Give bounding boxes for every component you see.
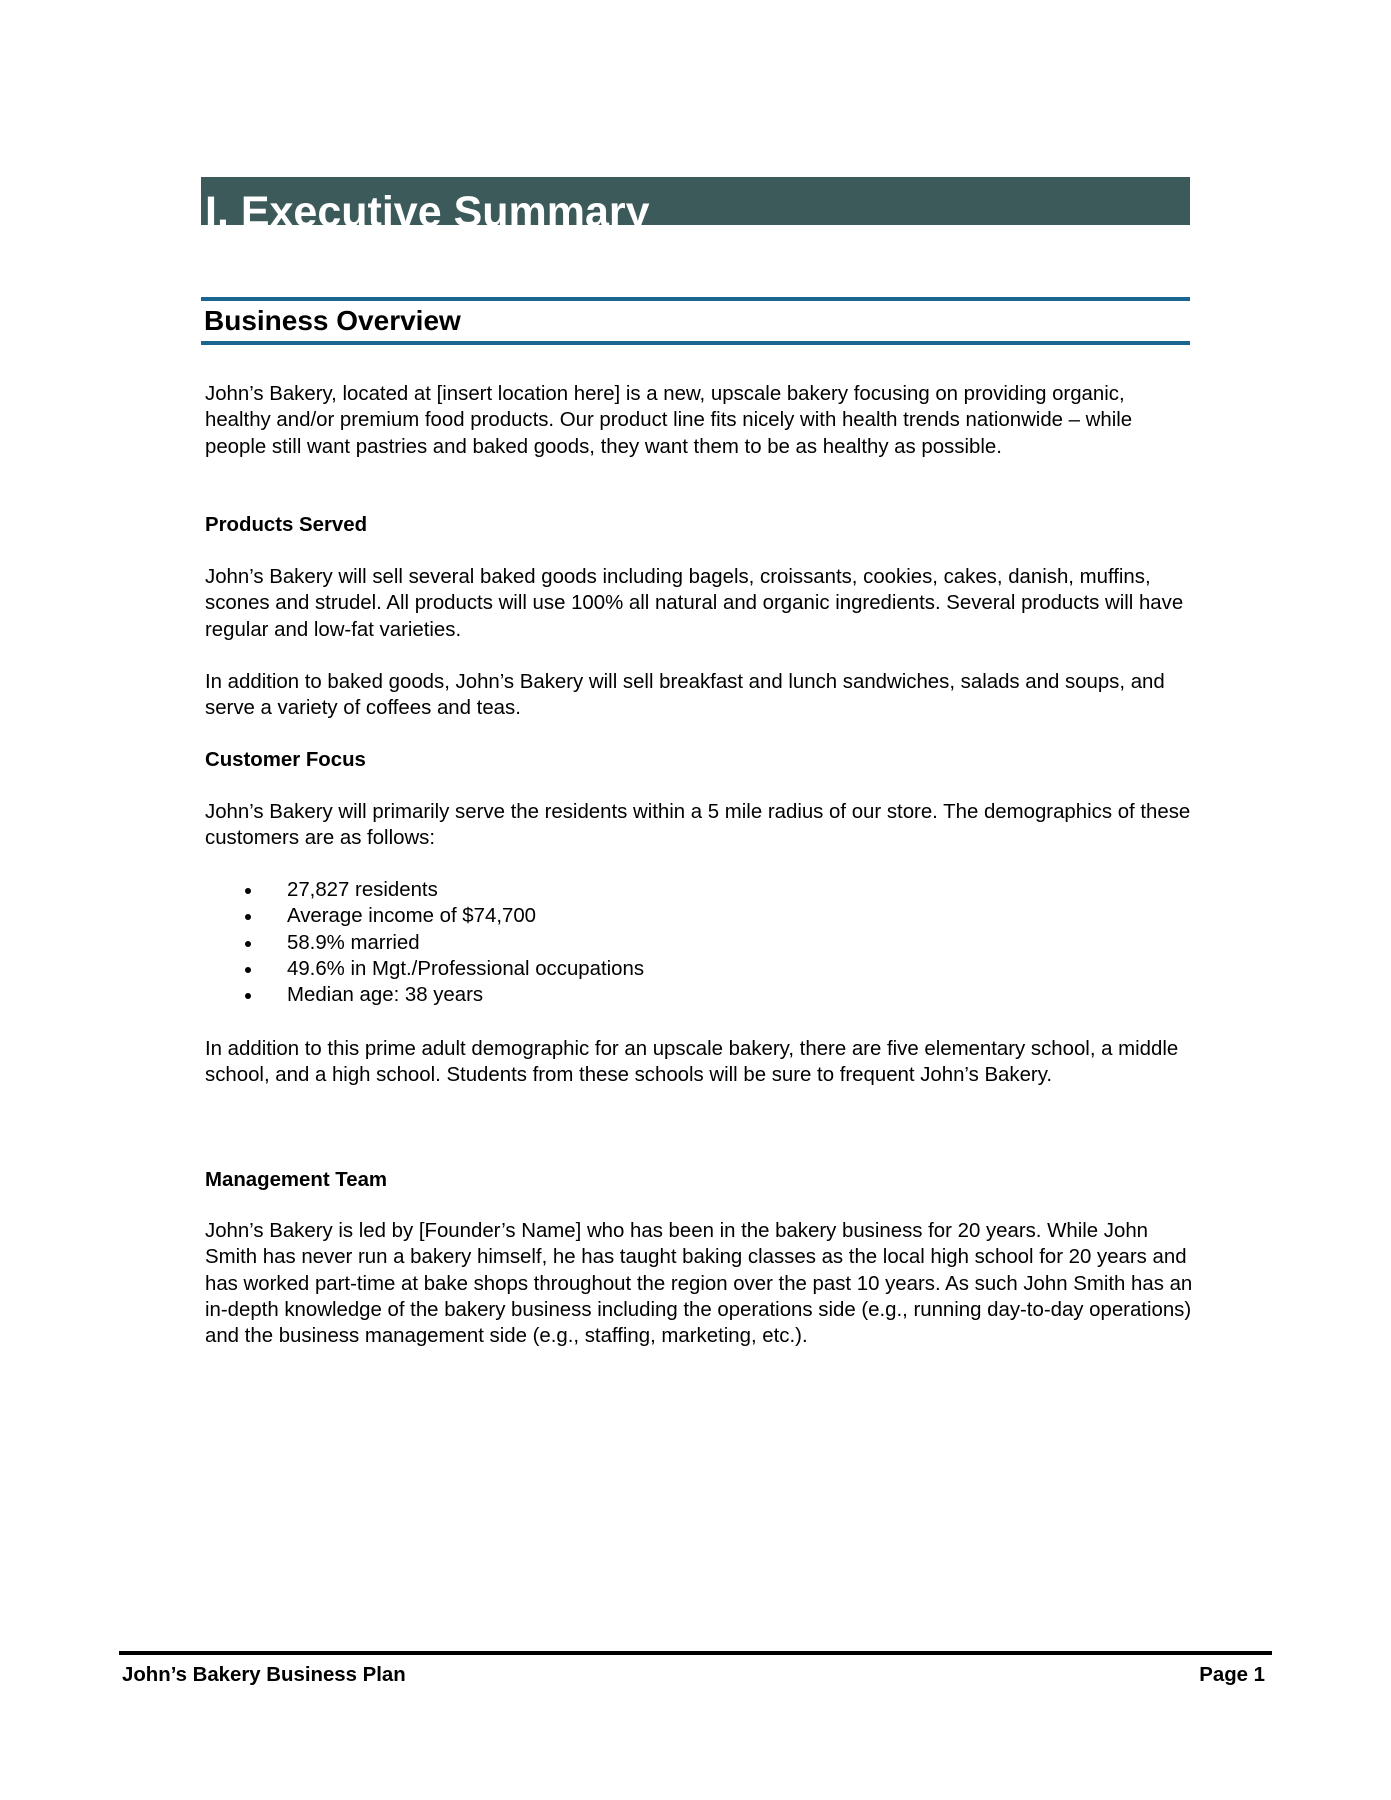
demographic-text: 58.9% married xyxy=(287,931,420,954)
list-item xyxy=(205,930,644,956)
section-title: Business Overview xyxy=(204,305,461,336)
products-heading: Products Served xyxy=(205,514,368,536)
chapter-title: I. Executive Summary xyxy=(205,188,650,236)
bullet-icon xyxy=(245,888,251,894)
footer-document-title: John’s Bakery Business Plan xyxy=(122,1664,406,1686)
section-rule-bottom xyxy=(201,341,1190,345)
demographic-text: Average income of $74,700 xyxy=(287,905,537,928)
list-item xyxy=(205,903,644,929)
customer-intro-paragraph: John’s Bakery will primarily serve the residents within a 5 mile radius of our store. The demographics of these customers are as follows: xyxy=(205,801,1191,850)
demographics-list xyxy=(205,877,644,1008)
bullet-icon xyxy=(245,914,251,920)
products-paragraph: John’s Bakery will sell several baked goods including bagels, croissants, cookies, cakes, danish, muffins, scones and strudel. All products will use 100% all natural and organic ingredients. Several products will have regular and low-fat varieties. xyxy=(205,566,1184,641)
demographic-text: Median age: 38 years xyxy=(287,984,484,1007)
demographic-text: 49.6% in Mgt./Professional occupations xyxy=(287,957,645,980)
chapter-heading-bar xyxy=(201,177,1190,236)
management-heading: Management Team xyxy=(205,1169,388,1191)
products-services-paragraph: In addition to baked goods, John’s Bakery will sell breakfast and lunch sandwiches, salads and soups, and serve a variety of coffees and teas. xyxy=(205,671,1165,720)
section-rule-top xyxy=(201,297,1190,301)
list-item xyxy=(205,877,644,903)
overview-paragraph: John’s Bakery, located at [insert location here] is a new, upscale bakery focusing on providing organic, healthy and/or premium food products. Our product line fits nicely with health trends nationwide – while people still want pastries and baked goods, they want them to be as healthy as possible. xyxy=(205,383,1133,458)
bullet-icon xyxy=(245,993,251,999)
footer-rule xyxy=(119,1651,1272,1655)
demographic-text: 27,827 residents xyxy=(287,879,438,901)
customer-focus-heading: Customer Focus xyxy=(205,749,366,771)
list-item xyxy=(205,982,644,1008)
management-paragraph: John’s Bakery is led by [Founder’s Name] who has been in the bakery business for 20 years. While John Smith has never run a bakery himself, he has taught baking classes as the local high school for 20 years and has worked part-time at bake shops throughout the region over the past 10 years. As such John Smith has an in-depth knowledge of the bakery business including the operations side (e.g., running day-to-day operations) and the business management side (e.g., staffing, marketing, etc.). xyxy=(205,1220,1193,1348)
bullet-icon xyxy=(245,967,251,973)
list-item xyxy=(205,956,644,982)
customer-closing-paragraph: In addition to this prime adult demographic for an upscale bakery, there are five elementary school, a middle school, and a high school. Students from these schools will be sure to frequent John’s Bakery. xyxy=(205,1038,1179,1087)
bullet-icon xyxy=(245,941,251,947)
footer-page-number: Page 1 xyxy=(1199,1664,1265,1686)
